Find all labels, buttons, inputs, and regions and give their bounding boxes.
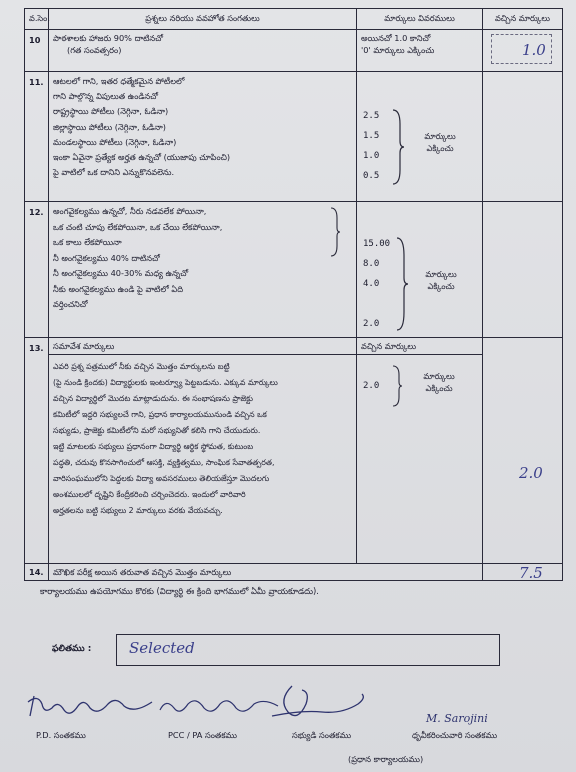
row10-sno: 10 [25, 30, 49, 72]
row13-details [357, 338, 483, 564]
row13-brace-icon [391, 364, 403, 408]
row11-value: 1.5 [363, 131, 380, 141]
row13-detail-heading: వచ్చిన మార్కులు [357, 338, 482, 355]
member-signature-label: సభ్యుడి సంతకము [292, 730, 352, 740]
row13-line: అర్హతలను బట్టి సభ్యులు 2 మార్కులు వరకు వేయవచ్చు. [53, 506, 223, 516]
row13-criteria [49, 338, 357, 564]
row12-value: 2.0 [363, 319, 380, 329]
row13-line: ఎవరి ప్రశ్న పత్రములో నీకు వచ్చిన మొత్తం మార్కులను బట్టి [53, 362, 230, 372]
row11-value: 0.5 [363, 171, 380, 181]
row10-line1: పాఠశాలకు హాజరు 90% దాటినచో [53, 33, 164, 43]
row12-line: నీ అంగవైకల్యము 40% దాటినచో [53, 252, 160, 263]
row11-value: 2.5 [363, 111, 380, 121]
header-criteria: ప్రశ్నలు నరియు వవహోత సంగతులు [49, 9, 357, 30]
row12-awarded-cell [483, 202, 563, 338]
row12-line: అంగవైకల్యము ఉన్నచో, నీరు నడవలేక పోయినా, [53, 206, 207, 216]
marks-table [24, 8, 563, 581]
row14-text: మౌఖిక పరీక్ష అయిన తరువాత వచ్చిన మొత్తం మార్కులు [49, 564, 483, 581]
verifier-signature-label: ధృవీకరించువారి సంతకము [412, 730, 498, 740]
row13-heading: సమావేశ మార్కులు [49, 338, 356, 355]
row13-line: సభ్యుడు, ప్రాజెక్టు కమిటీలోని మరో సభ్యునితో కలిసి గాని చేయుదురు. [53, 426, 261, 436]
row13-line: వారిసంఘములోని పెద్దలకు విద్యా అవసరములు తెలియజేస్తూ మొదలగు [53, 474, 270, 484]
row10-criteria [49, 30, 357, 72]
row13-note: మార్కులు ఎక్కించు [423, 371, 455, 394]
pcc-signature-label: PCC / PA సంతకము [168, 730, 237, 740]
row11-sno: 11. [25, 72, 49, 202]
result-label: ఫలితము : [52, 644, 92, 654]
row11-line: ఆటలలో గాని, ఇతర ధత్మేకమైన పోటీలలో [53, 76, 185, 86]
row13-line: అంశములలో దృష్టిని కేంద్రీకరించి చర్చించెదరు. ఇందులో వారివారి [53, 490, 246, 500]
row12-value: 4.0 [363, 279, 380, 289]
member-signature-icon [262, 682, 372, 726]
row14-total: 7.5 [519, 564, 543, 582]
table-row-13 [25, 338, 563, 564]
row12-line: ఒక కాలు లేకపోయినా [53, 237, 122, 248]
row10-awarded: 1.0 [522, 41, 546, 59]
header-sno: వ.సెం. [25, 9, 49, 30]
row11-note: మార్కులు ఎక్కించు [424, 131, 456, 154]
office-use-note: కార్యాలయము ఉపయోగము కొరకు (విద్యార్థి ఈ క్రింది భాగములో ఏమీ వ్రాయకూడదు). [40, 586, 319, 596]
row10-line2: (గత సంవత్సరం) [67, 45, 122, 56]
row12-details [357, 202, 483, 338]
table-row-14 [25, 564, 563, 581]
row10-awarded-box [491, 34, 552, 64]
row10-details [357, 30, 483, 72]
row13-line: ఇట్టి మాటలకు సభ్యులు ప్రధానంగా విద్యార్థి ఆర్థిక స్థోమత, కుటుంబ [53, 442, 254, 452]
row12-criteria [49, 202, 357, 338]
row14-total-cell [483, 564, 563, 581]
row13-value: 2.0 [363, 381, 380, 391]
row13-line: (పై నుండి క్రిందకు) విద్యార్థులకు ఇంటర్వ్యూ పెట్టబడును. ఎక్కువ మార్కులు [53, 378, 278, 388]
row11-line: పై వాటిలో ఒక దానిని ఎన్నుకొనవలెను. [53, 167, 175, 178]
row12-line: నీకు అంగవైకల్యము ఉండి పై వాటిలో ఏది [53, 283, 183, 294]
table-row-12 [25, 202, 563, 338]
row11-line: ఇంకా ఏవైనా ప్రత్యేక అర్హత ఉన్నచో (యుజాపు చూపించి) [53, 151, 231, 162]
row12-line: నీ అంగవైకల్యము 40-30% మధ్య ఉన్నచో [53, 268, 189, 279]
row11-line: జిల్లాస్థాయి పోటీలు (నెగ్గినా, ఓడినా) [53, 121, 166, 132]
row12-note: మార్కులు ఎక్కించు [425, 269, 457, 292]
row11-line: గాని పాల్గొన్న విపులుత ఉండినచో [53, 91, 159, 102]
row10-detail1: అయినచో 1.0 కానిచో [361, 33, 431, 43]
row13-line: వచ్చిన విద్యార్థిలో మొదట మాట్లాడుదును. ఈ సంభాషణను ప్రాజెక్టు [53, 394, 253, 404]
row11-line: మండలస్థాయి పోటీలు (నెగ్గినా, ఓడినా) [53, 136, 177, 147]
pd-signature-label: P.D. సంతకము [36, 730, 86, 740]
row13-awarded-cell [483, 338, 563, 564]
row11-awarded-cell [483, 72, 563, 202]
row13-line: పద్ధతి, చదువు కొనసాగించులో ఆసక్తి, వ్యక్తిత్వము, సాంఘిక సేవాతత్పరత, [53, 458, 275, 468]
verifier-name: M. Sarojini [426, 712, 488, 725]
head-office-label: (ప్రధాన కార్యాలయము) [348, 754, 424, 764]
row11-value: 1.0 [363, 151, 380, 161]
row13-body [49, 355, 356, 521]
row12-line: ఒక చంటి చూపు లేకపోయినా, ఒక చేయి లేకపోయినా, [53, 221, 223, 232]
row13-sno: 13. [25, 338, 49, 564]
row12-value: 15.00 [363, 239, 391, 249]
table-row-10 [25, 30, 563, 72]
table-row-11 [25, 72, 563, 202]
row12-sno: 12. [25, 202, 49, 338]
row11-criteria [49, 72, 357, 202]
row13-line: కమిటీలో ఇద్దరి సభ్యులచే గాని, ప్రధాన కార్యాలయమునుండి వచ్చిన ఒక [53, 410, 267, 420]
row14-sno: 14. [25, 564, 49, 581]
header-details: మార్కులు వివరములు [357, 9, 483, 30]
row10-detail2: '0' మార్కులు ఎక్కించు [361, 45, 435, 56]
result-box [116, 634, 500, 666]
header-marks-awarded: వచ్చిన మార్కులు [483, 9, 563, 30]
table-header-row [25, 9, 563, 30]
row13-awarded: 2.0 [519, 464, 543, 482]
row12-value: 8.0 [363, 259, 380, 269]
pd-signature-icon [24, 690, 164, 724]
row11-brace-icon [391, 108, 405, 186]
row11-line: రాష్ట్రస్థాయి పోటీలు (నెగ్గినా, ఓడినా) [53, 106, 169, 117]
row10-awarded-cell [483, 30, 563, 72]
row12-brace-icon [395, 236, 409, 332]
row12-line: వర్తించనిచో [53, 299, 88, 310]
row11-details [357, 72, 483, 202]
result-value: Selected [129, 639, 195, 657]
row12-brace-icon [329, 206, 341, 258]
